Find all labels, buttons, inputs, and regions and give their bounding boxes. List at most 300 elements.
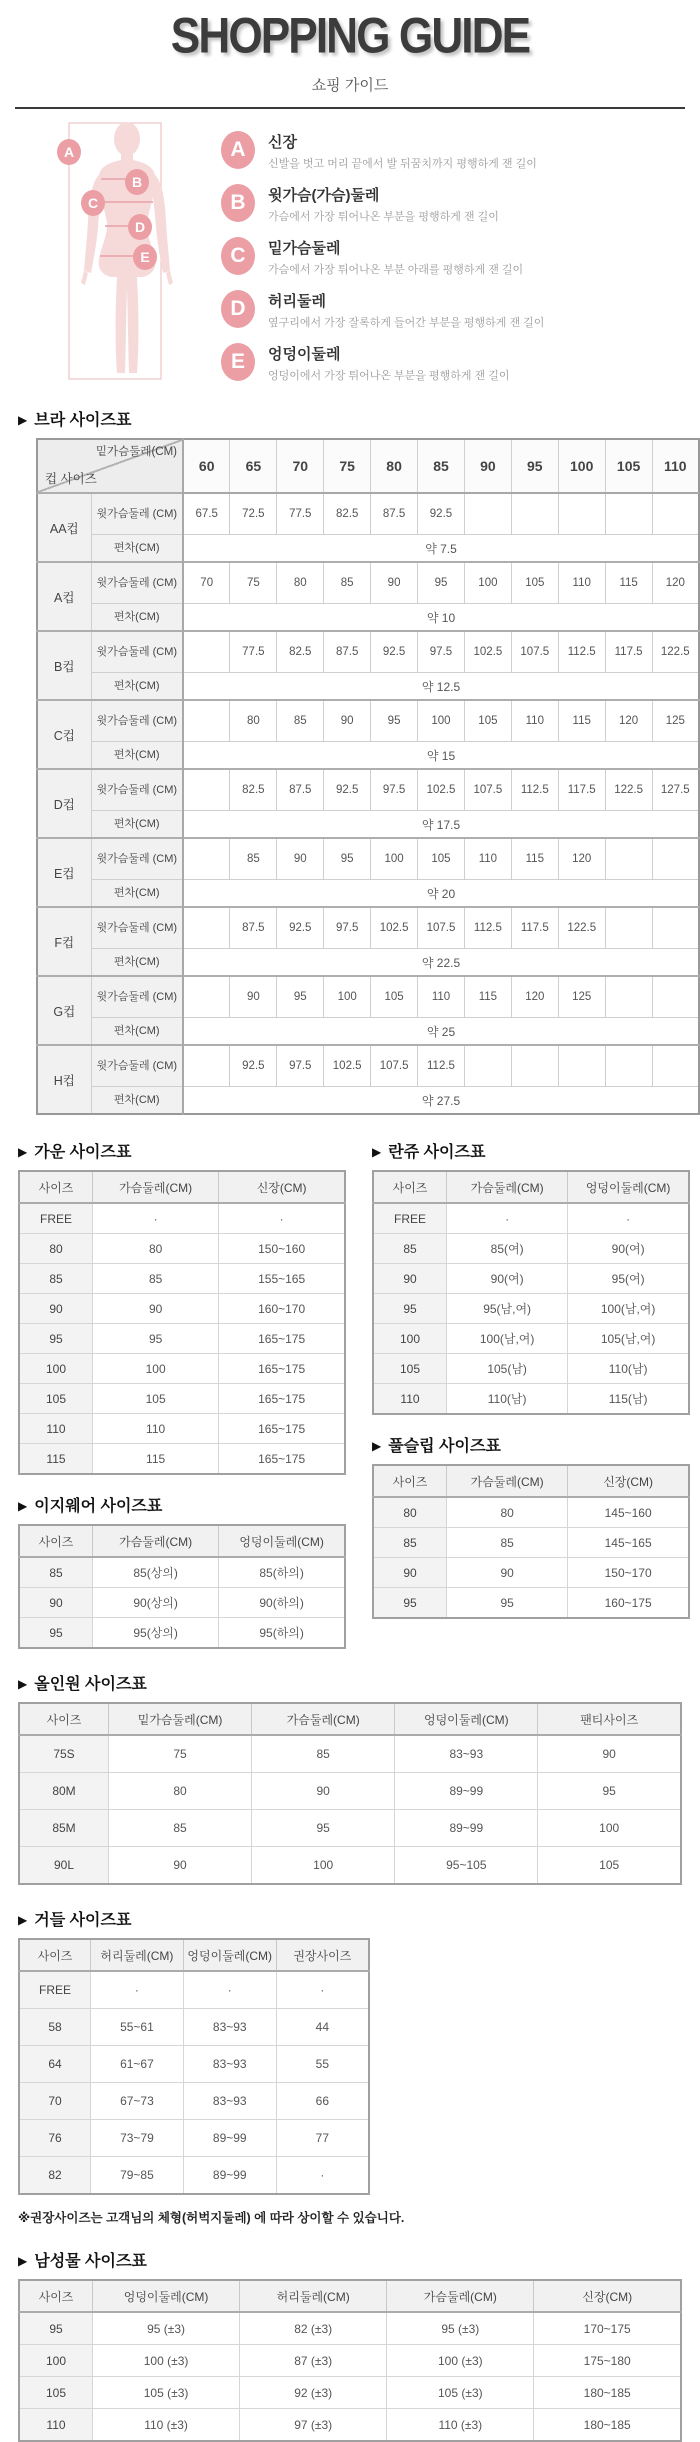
data-cell: 105(남,여) [568, 1324, 689, 1354]
deviation-value-cell: 약 7.5 [183, 535, 699, 563]
column-header: 사이즈 [373, 1465, 447, 1497]
bust-value-cell: 117.5 [558, 769, 605, 811]
table-row [19, 2345, 681, 2377]
left-column [18, 1139, 346, 1649]
band-size-header: 65 [230, 439, 277, 493]
cup-deviation-row [37, 811, 699, 839]
cup-label: AA컵 [37, 493, 91, 562]
deviation-value-cell: 약 27.5 [183, 1087, 699, 1115]
bust-value-cell: 97.5 [324, 907, 371, 949]
row-size-cell: 76 [19, 2120, 91, 2157]
data-cell: 83~93 [183, 2083, 276, 2120]
data-cell: 100 [252, 1847, 395, 1885]
bust-value-cell: 90 [371, 562, 418, 604]
column-header: 엉덩이둘레(CM) [395, 1703, 538, 1735]
data-cell: 90 [447, 1558, 568, 1588]
fullslip-section-heading [372, 1433, 690, 1456]
data-cell: 105(남) [447, 1354, 568, 1384]
corner-label-underbust: 밑가슴둘레(CM) [95, 446, 177, 458]
data-cell: 105 [93, 1384, 219, 1414]
bust-value-cell: 110 [511, 700, 558, 742]
bust-value-cell: 80 [230, 700, 277, 742]
row-size-cell: 90L [19, 1847, 109, 1885]
bust-value-cell: 115 [464, 976, 511, 1018]
bust-value-cell: 80 [277, 562, 324, 604]
bust-value-cell: 120 [511, 976, 558, 1018]
bust-value-cell: 85 [277, 700, 324, 742]
data-cell: 180~185 [534, 2409, 681, 2442]
data-cell: 165~175 [219, 1354, 345, 1384]
bust-value-cell: 102.5 [324, 1045, 371, 1087]
data-cell: · [91, 1971, 184, 2009]
cup-deviation-row [37, 673, 699, 701]
bust-value-cell [183, 769, 230, 811]
cup-deviation-row [37, 535, 699, 563]
data-cell: 110 (±3) [93, 2409, 240, 2442]
measure-item-hip [221, 343, 688, 383]
data-cell: 115(남) [568, 1384, 689, 1415]
data-cell: 90(여) [447, 1264, 568, 1294]
triangle-marker-icon: ▶ [18, 1913, 28, 1927]
section-title: 올인원 사이즈표 [34, 1676, 147, 1693]
figure-point-b: B [125, 169, 149, 195]
table-row [373, 1234, 689, 1264]
deviation-row-label: 편차(CM) [91, 949, 183, 977]
bust-value-cell: 112.5 [464, 907, 511, 949]
badge-a: A [221, 131, 255, 169]
data-cell: 85 [109, 1810, 252, 1847]
deviation-row-label: 편차(CM) [91, 1018, 183, 1046]
data-cell: 95(상의) [93, 1618, 219, 1649]
column-header: 사이즈 [19, 1525, 93, 1557]
bust-value-cell: 92.5 [418, 493, 465, 535]
figure-point-a: A [57, 139, 81, 165]
bust-row-label: 윗가슴둘레 (CM) [91, 838, 183, 880]
bust-value-cell: 122.5 [605, 769, 652, 811]
column-header: 엉덩이둘레(CM) [219, 1525, 345, 1557]
bust-value-cell: 100 [324, 976, 371, 1018]
data-cell: 89~99 [183, 2120, 276, 2157]
data-cell: 82 (±3) [240, 2312, 387, 2345]
data-cell: 175~180 [534, 2345, 681, 2377]
header-row [19, 1703, 681, 1735]
bra-section-heading [18, 407, 682, 430]
row-size-cell: 85 [19, 1264, 93, 1294]
bust-value-cell: 77.5 [230, 631, 277, 673]
table-row [19, 1735, 681, 1773]
data-cell: 100 [538, 1810, 681, 1847]
data-cell: · [276, 1971, 369, 2009]
data-cell: 145~160 [568, 1497, 689, 1528]
triangle-marker-icon: ▶ [18, 413, 28, 427]
section-title: 란쥬 사이즈표 [388, 1144, 486, 1161]
bust-value-cell: 92.5 [277, 907, 324, 949]
measure-item-height [221, 131, 688, 171]
band-size-header: 100 [558, 439, 605, 493]
column-header: 사이즈 [19, 1939, 91, 1971]
triangle-marker-icon: ▶ [18, 1677, 28, 1691]
bust-value-cell: 95 [277, 976, 324, 1018]
column-header: 엉덩이둘레(CM) [93, 2280, 240, 2312]
table-row [373, 1384, 689, 1415]
band-size-header: 110 [652, 439, 699, 493]
column-header: 엉덩이둘레(CM) [568, 1171, 689, 1203]
table-row [373, 1528, 689, 1558]
bust-value-cell: 92.5 [324, 769, 371, 811]
paired-tables-section [0, 1139, 700, 1649]
column-header: 가슴둘레(CM) [93, 1525, 219, 1557]
bust-row-label: 윗가슴둘레 (CM) [91, 907, 183, 949]
cup-deviation-row [37, 1018, 699, 1046]
corner-label-cup-size: 컵 사이즈 [45, 472, 97, 486]
bust-value-cell: 97.5 [371, 769, 418, 811]
table-row [373, 1264, 689, 1294]
row-size-cell: 110 [19, 2409, 93, 2442]
table-row [373, 1294, 689, 1324]
bust-value-cell: 102.5 [371, 907, 418, 949]
column-header: 사이즈 [373, 1171, 447, 1203]
data-cell: 90 [93, 1294, 219, 1324]
data-cell: 85(상의) [93, 1557, 219, 1588]
triangle-marker-icon: ▶ [18, 2254, 28, 2268]
data-cell: 97 (±3) [240, 2409, 387, 2442]
table-row [19, 1588, 345, 1618]
bust-value-cell: 95 [324, 838, 371, 880]
bust-value-cell: 82.5 [324, 493, 371, 535]
bust-value-cell [605, 1045, 652, 1087]
easywear-size-table [18, 1524, 346, 1649]
cup-bust-row [37, 769, 699, 811]
data-cell: 92 (±3) [240, 2377, 387, 2409]
bust-value-cell: 82.5 [277, 631, 324, 673]
bust-value-cell [183, 700, 230, 742]
column-header: 허리둘레(CM) [240, 2280, 387, 2312]
girdle-section-heading [18, 1907, 682, 1930]
deviation-row-label: 편차(CM) [91, 880, 183, 908]
data-cell: 85 [93, 1264, 219, 1294]
row-size-cell: 82 [19, 2157, 91, 2195]
deviation-value-cell: 약 12.5 [183, 673, 699, 701]
cup-deviation-row [37, 742, 699, 770]
cup-label: A컵 [37, 562, 91, 631]
bust-value-cell: 122.5 [558, 907, 605, 949]
lanju-size-table [372, 1170, 690, 1415]
table-row [19, 1324, 345, 1354]
deviation-row-label: 편차(CM) [91, 811, 183, 839]
data-cell: 90 [252, 1773, 395, 1810]
data-cell: 180~185 [534, 2377, 681, 2409]
column-header: 밑가슴둘레(CM) [109, 1703, 252, 1735]
deviation-value-cell: 약 22.5 [183, 949, 699, 977]
row-size-cell: 85 [19, 1557, 93, 1588]
deviation-value-cell: 약 15 [183, 742, 699, 770]
data-cell: 100 (±3) [387, 2345, 534, 2377]
table-row [373, 1497, 689, 1528]
cup-bust-row [37, 907, 699, 949]
deviation-row-label: 편차(CM) [91, 742, 183, 770]
data-cell: 115 [93, 1444, 219, 1475]
data-cell: · [93, 1203, 219, 1234]
bust-value-cell: 110 [418, 976, 465, 1018]
data-cell: 100 [93, 1354, 219, 1384]
mens-section [0, 2248, 700, 2442]
header-row [19, 2280, 681, 2312]
cup-label: G컵 [37, 976, 91, 1045]
row-size-cell: 95 [19, 1618, 93, 1649]
data-cell: 95(남,여) [447, 1294, 568, 1324]
table-row [19, 2409, 681, 2442]
column-header: 가슴둘레(CM) [447, 1465, 568, 1497]
cup-deviation-row [37, 604, 699, 632]
badge-c: C [221, 237, 255, 275]
table-row [19, 1444, 345, 1475]
data-cell: 95 [93, 1324, 219, 1354]
bust-value-cell: 115 [605, 562, 652, 604]
data-cell: 110(남) [568, 1354, 689, 1384]
bust-value-cell [464, 1045, 511, 1087]
figure-point-d: D [128, 214, 152, 240]
data-cell: 100(남,여) [447, 1324, 568, 1354]
data-cell: 105 (±3) [93, 2377, 240, 2409]
easywear-section-heading [18, 1493, 346, 1516]
deviation-row-label: 편차(CM) [91, 1087, 183, 1115]
table-row [19, 1810, 681, 1847]
column-header: 신장(CM) [534, 2280, 681, 2312]
data-cell: 90 [538, 1735, 681, 1773]
girdle-section [0, 1907, 700, 2226]
table-row [19, 1971, 369, 2009]
row-size-cell: 100 [373, 1324, 447, 1354]
band-size-header: 90 [464, 439, 511, 493]
band-size-header: 105 [605, 439, 652, 493]
cup-label: C컵 [37, 700, 91, 769]
cup-deviation-row [37, 1087, 699, 1115]
data-cell: 105 [538, 1847, 681, 1885]
bra-size-table [36, 438, 700, 1115]
bust-value-cell [652, 1045, 699, 1087]
table-row [373, 1203, 689, 1234]
deviation-value-cell: 약 20 [183, 880, 699, 908]
data-cell: · [276, 2157, 369, 2195]
measure-item-upper-bust [221, 184, 688, 224]
bust-row-label: 윗가슴둘레 (CM) [91, 769, 183, 811]
right-column [372, 1139, 690, 1619]
table-row [19, 2377, 681, 2409]
triangle-marker-icon: ▶ [18, 1499, 28, 1513]
bust-value-cell: 75 [230, 562, 277, 604]
data-cell: 90(상의) [93, 1588, 219, 1618]
data-cell: 155~165 [219, 1264, 345, 1294]
bust-value-cell: 125 [652, 700, 699, 742]
bust-value-cell: 95 [418, 562, 465, 604]
bust-value-cell: 85 [324, 562, 371, 604]
bust-value-cell: 77.5 [277, 493, 324, 535]
column-header: 가슴둘레(CM) [252, 1703, 395, 1735]
measurement-guide [0, 109, 700, 385]
row-size-cell: FREE [19, 1203, 93, 1234]
allinone-size-table [18, 1702, 682, 1885]
bust-value-cell [605, 976, 652, 1018]
bust-value-cell: 100 [418, 700, 465, 742]
band-size-header: 70 [277, 439, 324, 493]
band-size-header: 75 [324, 439, 371, 493]
data-cell: 80 [93, 1234, 219, 1264]
data-cell: 89~99 [183, 2157, 276, 2195]
data-cell: 105 (±3) [387, 2377, 534, 2409]
bust-value-cell: 102.5 [464, 631, 511, 673]
data-cell: 87 (±3) [240, 2345, 387, 2377]
section-title: 가운 사이즈표 [34, 1144, 132, 1161]
table-row [19, 1354, 345, 1384]
bust-value-cell: 107.5 [418, 907, 465, 949]
cup-bust-row [37, 700, 699, 742]
measure-desc: 신발을 벗고 머리 끝에서 발 뒤꿈치까지 평행하게 잰 길이 [268, 158, 537, 170]
row-size-cell: FREE [373, 1203, 447, 1234]
data-cell: 170~175 [534, 2312, 681, 2345]
data-cell: · [183, 1971, 276, 2009]
measure-label: 허리둘레 [268, 293, 326, 310]
table-row [19, 1847, 681, 1885]
row-size-cell: 90 [19, 1588, 93, 1618]
bust-value-cell: 70 [183, 562, 230, 604]
data-cell: 165~175 [219, 1384, 345, 1414]
bust-row-label: 윗가슴둘레 (CM) [91, 493, 183, 535]
measure-desc: 엉덩이에서 가장 튀어나온 부분을 평행하게 잰 길이 [268, 370, 510, 382]
row-size-cell: 105 [373, 1354, 447, 1384]
cup-deviation-row [37, 880, 699, 908]
section-title: 거들 사이즈표 [34, 1912, 132, 1929]
bust-value-cell: 82.5 [230, 769, 277, 811]
fullslip-size-table [372, 1464, 690, 1619]
mens-size-table [18, 2279, 682, 2442]
data-cell: 89~99 [395, 1810, 538, 1847]
cup-label: B컵 [37, 631, 91, 700]
table-row [19, 1557, 345, 1588]
triangle-marker-icon: ▶ [18, 1145, 28, 1159]
row-size-cell: 100 [19, 1354, 93, 1384]
bust-row-label: 윗가슴둘레 (CM) [91, 976, 183, 1018]
badge-e: E [221, 343, 255, 381]
bust-value-cell [183, 838, 230, 880]
data-cell: 160~170 [219, 1294, 345, 1324]
band-size-header: 85 [418, 439, 465, 493]
bust-value-cell [558, 493, 605, 535]
bust-value-cell: 97.5 [418, 631, 465, 673]
gown-section-heading [18, 1139, 346, 1162]
bust-value-cell: 87.5 [371, 493, 418, 535]
header-row [19, 1525, 345, 1557]
bust-value-cell: 97.5 [277, 1045, 324, 1087]
table-row [19, 2312, 681, 2345]
section-title: 이지웨어 사이즈표 [34, 1498, 163, 1515]
table-row [373, 1354, 689, 1384]
bust-value-cell: 100 [371, 838, 418, 880]
row-size-cell: 90 [373, 1264, 447, 1294]
table-row [19, 2157, 369, 2195]
measure-label: 윗가슴(가슴)둘레 [268, 187, 380, 204]
page-title: SHOPPING GUIDE [170, 6, 530, 64]
row-size-cell: 100 [19, 2345, 93, 2377]
bust-value-cell: 117.5 [511, 907, 558, 949]
measure-desc: 가슴에서 가장 튀어나온 부분 아래를 평행하게 잰 길이 [268, 264, 524, 276]
allinone-section-heading [18, 1671, 682, 1694]
column-header: 가슴둘레(CM) [93, 1171, 219, 1203]
bust-value-cell [652, 838, 699, 880]
bust-value-cell [183, 631, 230, 673]
row-size-cell: 58 [19, 2009, 91, 2046]
data-cell: 165~175 [219, 1444, 345, 1475]
bust-value-cell: 120 [558, 838, 605, 880]
column-header: 신장(CM) [219, 1171, 345, 1203]
table-row [19, 1264, 345, 1294]
cup-bust-row [37, 562, 699, 604]
bra-table-wrap [36, 438, 690, 1115]
cup-label: D컵 [37, 769, 91, 838]
deviation-value-cell: 약 25 [183, 1018, 699, 1046]
bust-value-cell [605, 493, 652, 535]
bust-value-cell: 110 [464, 838, 511, 880]
row-size-cell: 110 [19, 1414, 93, 1444]
bust-value-cell [464, 493, 511, 535]
data-cell: 95 [538, 1773, 681, 1810]
bust-value-cell: 115 [558, 700, 605, 742]
row-size-cell: 110 [373, 1384, 447, 1415]
bust-value-cell [183, 976, 230, 1018]
figure-point-c: C [81, 190, 105, 216]
row-size-cell: 80M [19, 1773, 109, 1810]
header-row [373, 1465, 689, 1497]
page-subtitle: 쇼핑 가이드 [311, 77, 389, 94]
table-row [19, 1773, 681, 1810]
band-size-header: 95 [511, 439, 558, 493]
cup-deviation-row [37, 949, 699, 977]
data-cell: 145~165 [568, 1528, 689, 1558]
table-row [19, 1203, 345, 1234]
bust-value-cell: 115 [511, 838, 558, 880]
data-cell: 73~79 [91, 2120, 184, 2157]
column-header: 가슴둘레(CM) [447, 1171, 568, 1203]
figure-point-e: E [133, 244, 157, 270]
deviation-row-label: 편차(CM) [91, 535, 183, 563]
data-cell: 83~93 [183, 2009, 276, 2046]
data-cell: 95(여) [568, 1264, 689, 1294]
bust-value-cell: 90 [230, 976, 277, 1018]
table-row [19, 1618, 345, 1649]
bust-value-cell [511, 493, 558, 535]
row-size-cell: 85 [373, 1528, 447, 1558]
column-header: 신장(CM) [568, 1465, 689, 1497]
data-cell: 150~170 [568, 1558, 689, 1588]
bra-size-section [0, 407, 700, 1115]
data-cell: 66 [276, 2083, 369, 2120]
data-cell: 100(남,여) [568, 1294, 689, 1324]
data-cell: 160~175 [568, 1588, 689, 1619]
row-size-cell: FREE [19, 1971, 91, 2009]
cup-bust-row [37, 1045, 699, 1087]
table-row [19, 2009, 369, 2046]
data-cell: 85(하의) [219, 1557, 345, 1588]
bust-value-cell: 112.5 [511, 769, 558, 811]
bust-row-label: 윗가슴둘레 (CM) [91, 700, 183, 742]
row-size-cell: 105 [19, 2377, 93, 2409]
bust-value-cell: 102.5 [418, 769, 465, 811]
girdle-note: ※권장사이즈는 고객님의 체형(허벅지둘레) 에 따라 상이할 수 있습니다. [18, 2211, 405, 2225]
data-cell: 165~175 [219, 1414, 345, 1444]
data-cell: 110(남) [447, 1384, 568, 1415]
section-title: 브라 사이즈표 [34, 412, 132, 429]
bust-value-cell: 67.5 [183, 493, 230, 535]
bust-value-cell: 105 [371, 976, 418, 1018]
